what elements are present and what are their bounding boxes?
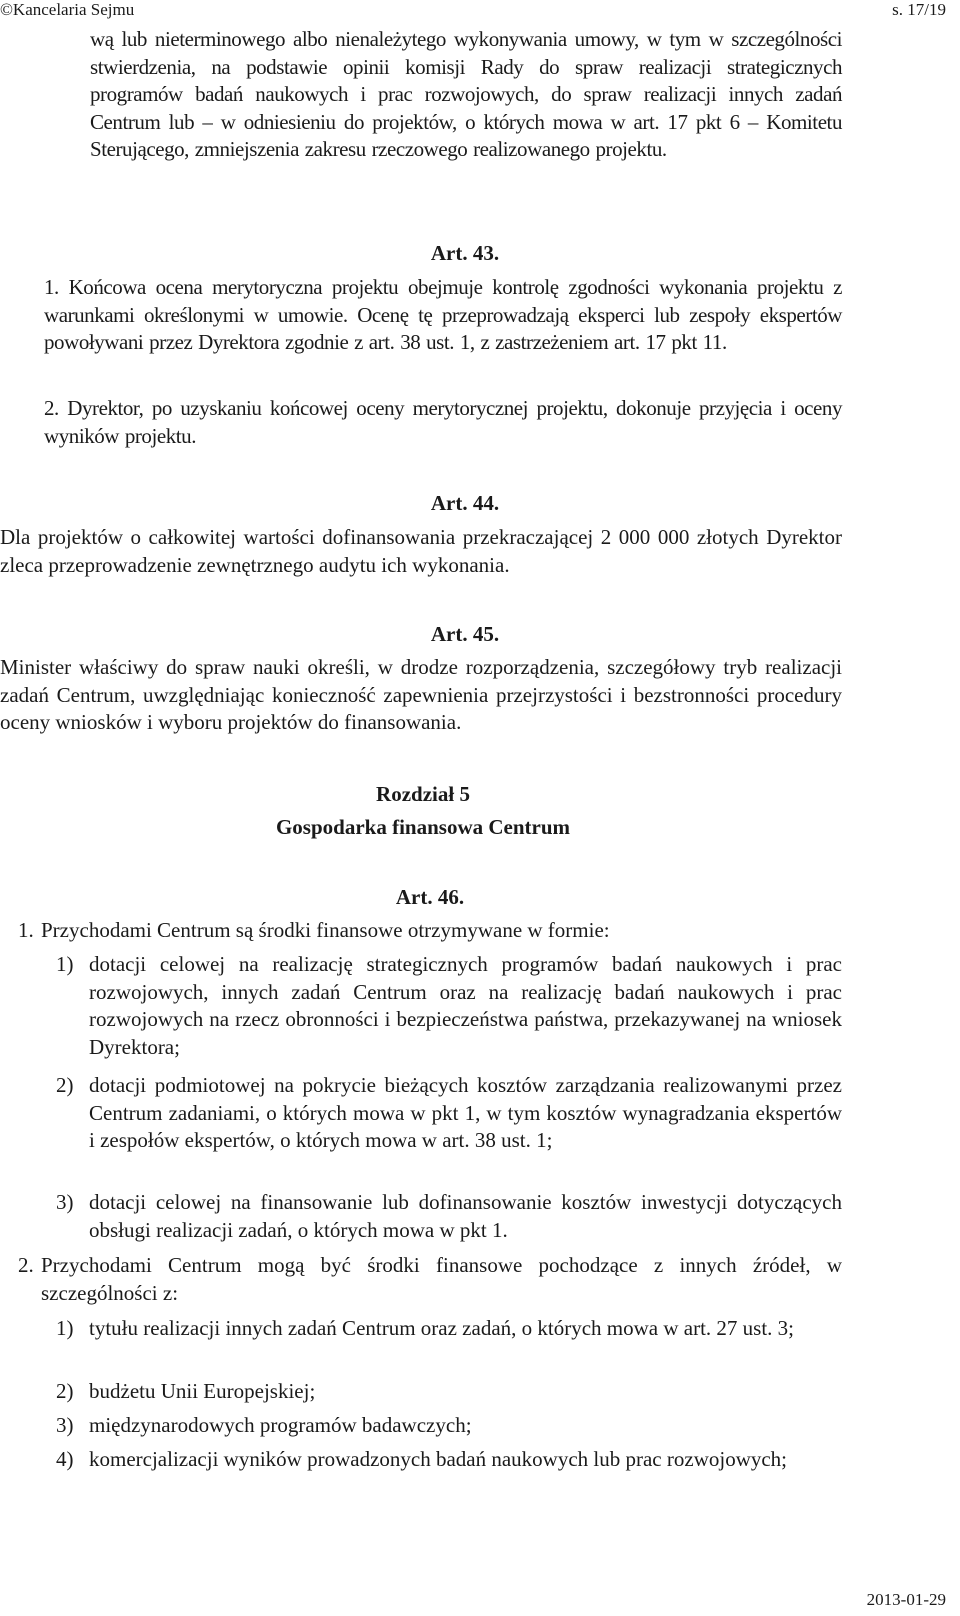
intro-paragraph: wą lub nieterminowego albo nienależytego wykonywania umowy, w tym w szczególności stwierdzenia, na podstawie opinii komisji Rady do spraw realizacji strategicznych programów badań naukowych i prac rozwojowych, do spraw realizacji innych zadań Centrum lub – w odniesieniu do projektów, o których mowa w art. 17 pkt 6 – Komitetu Sterującego, zmniejszenia zakresu rzeczowego realizowanego projektu. <box>90 27 842 162</box>
item-text: tytułu realizacji innych zadań Centrum oraz zadań, o których mowa w art. 27 ust. 3; <box>89 1316 795 1340</box>
item-number: 2) <box>56 1379 74 1403</box>
item-number: 1) <box>56 952 74 976</box>
item-number: 3) <box>56 1190 74 1214</box>
art-44-heading: Art. 44. <box>430 491 500 515</box>
art-46-ust-2-item-1 <box>56 1315 842 1343</box>
art-43-paragraph-1: 1. Końcowa ocena merytoryczna projektu obejmuje kontrolę zgodności wykonania projektu z warunkami określonymi w umowie. Ocenę tę przeprowadzają eksperci lub zespoły ekspertów powoływani przez Dyrektora zgodnie z art. 38 ust. 1, z zastrzeżeniem art. 17 pkt 11. <box>44 275 842 355</box>
art-43-heading: Art. 43. <box>430 241 500 265</box>
art-46-heading: Art. 46. <box>395 885 465 909</box>
ust-text: Przychodami Centrum mogą być środki finansowe pochodzące z innych źródeł, w szczególności z: <box>41 1253 842 1305</box>
item-text: dotacji celowej na finansowanie lub dofinansowanie kosztów inwestycji dotyczących obsługi realizacji zadań, o których mowa w pkt 1. <box>89 1190 842 1242</box>
art-46-ust-2 <box>0 1252 842 1307</box>
item-text: budżetu Unii Europejskiej; <box>89 1379 316 1403</box>
art-46-ust-1-item-1 <box>56 951 842 1061</box>
item-number: 2) <box>56 1073 74 1097</box>
art-46-ust-1-item-2 <box>56 1072 842 1155</box>
ust-text: Przychodami Centrum są środki finansowe otrzymywane w formie: <box>41 918 610 942</box>
ust-number: 2. <box>18 1253 34 1277</box>
art-44-paragraph: Dla projektów o całkowitej wartości dofinansowania przekraczającej 2 000 000 złotych Dyrektor zleca przeprowadzenie zewnętrznego audytu ich wykonania. <box>0 525 842 577</box>
item-number: 4) <box>56 1447 74 1471</box>
art-45-heading: Art. 45. <box>430 622 500 646</box>
item-number: 3) <box>56 1413 74 1437</box>
art-46-ust-2-item-4 <box>56 1446 842 1474</box>
art-46-ust-1-item-3 <box>56 1189 842 1244</box>
item-text: dotacji celowej na realizację strategicznych programów badań naukowych i prac rozwojowych, innych zadań Centrum oraz na realizację badań naukowych i prac rozwojowych na rzecz obronności i bezpieczeństwa państwa, przekazywanej na wniosek Dyrektora; <box>89 952 842 1059</box>
item-text: dotacji podmiotowej na pokrycie bieżących kosztów zarządzania realizowanymi przez Centrum zadaniami, o których mowa w pkt 1, w tym kosztów wynagradzania ekspertów i zespołów ekspertów, o których mowa w art. 38 ust. 1; <box>89 1073 842 1153</box>
art-43-paragraph-2: 2. Dyrektor, po uzyskaniu końcowej oceny merytorycznej projektu, dokonuje przyjęcia i oceny wyników projektu. <box>44 396 842 448</box>
ust-number: 1. <box>18 918 34 942</box>
item-number: 1) <box>56 1316 74 1340</box>
chapter-number: Rozdział 5 <box>376 782 470 806</box>
chapter-title: Gospodarka finansowa Centrum <box>275 815 571 839</box>
footer-date: 2013-01-29 <box>866 1590 946 1609</box>
item-text: komercjalizacji wyników prowadzonych badań naukowych lub prac rozwojowych; <box>89 1447 788 1471</box>
header-source: ©Kancelaria Sejmu <box>0 0 135 19</box>
art-46-ust-2-item-2 <box>56 1378 842 1406</box>
art-45-paragraph: Minister właściwy do spraw nauki określi, w drodze rozporządzenia, szczegółowy tryb realizacji zadań Centrum, uwzględniając konieczność zapewnienia przejrzystości i bezstronności procedury oceny wniosków i wyboru projektów do finansowania. <box>0 655 842 735</box>
header-page-number: s. 17/19 <box>892 0 946 19</box>
item-text: międzynarodowych programów badawczych; <box>89 1413 472 1437</box>
art-46-ust-2-item-3 <box>56 1412 842 1440</box>
